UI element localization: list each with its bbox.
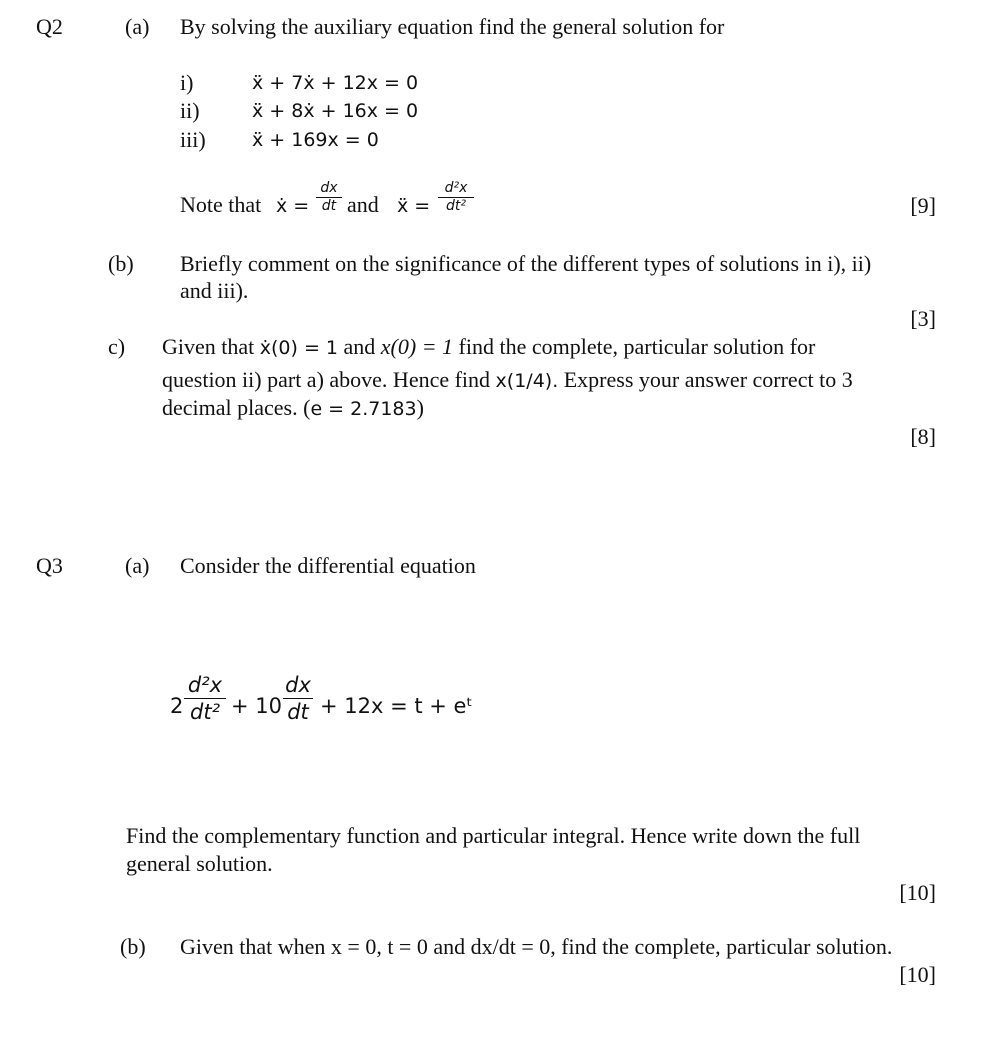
q3a-marks: [10] [899, 880, 936, 905]
q2c-line2-math: x(1/4). [495, 370, 559, 392]
q3a-line2: general solution. [126, 851, 273, 876]
note-xddot: ẍ = [397, 195, 431, 217]
q2c-line1 [162, 334, 815, 361]
q3-eq-frac-d2xdt2 [184, 672, 226, 725]
note-frac-dxdt [316, 180, 342, 215]
q2c-line2-a: question ii) part a) above. Hence find [162, 367, 491, 392]
q2c-line3 [162, 395, 424, 422]
q2a-item-2-num: ii) [180, 98, 200, 123]
q2c-label: c) [108, 334, 126, 359]
q2a-item-3-eq: ẍ + 169x = 0 [252, 129, 379, 151]
q2c-line3-a: decimal places. ( [162, 395, 311, 420]
q2a-item-2-eq: ẍ + 8ẋ + 16x = 0 [252, 100, 419, 122]
q3-eq-frac-dxdt [283, 672, 313, 725]
q3-eq-dx: dx [285, 673, 311, 697]
q2a-marks: [9] [910, 193, 936, 218]
note-xdot: ẋ = [276, 195, 310, 217]
q3-eq-rest: + 12x = t + eᵗ [320, 694, 473, 718]
q2a-prompt: By solving the auxiliary equation find the general solution for [180, 14, 725, 39]
q3b-marks: [10] [899, 962, 936, 987]
q2b-label: (b) [108, 251, 134, 276]
note-frac-d2xdt2 [438, 180, 474, 215]
q2c-line1-b: and [343, 334, 376, 359]
q2b-line2: and iii). [180, 278, 249, 303]
note-prefix: Note that [180, 192, 262, 217]
q3a-prompt: Consider the differential equation [180, 553, 476, 578]
q2c-line1-a: Given that [162, 334, 255, 359]
q3-label: Q3 [36, 553, 63, 578]
q3a-line1: Find the complementary function and particular integral. Hence write down the full [126, 823, 861, 848]
q2a-label: (a) [125, 14, 150, 39]
q2a-item-1-num: i) [180, 70, 194, 95]
q3-eq-coef: 2 [170, 694, 184, 718]
q2c-line2 [162, 367, 853, 394]
q3b-label: (b) [120, 934, 146, 959]
q2-label: Q2 [36, 14, 63, 39]
note-d2x: d²x [444, 180, 468, 196]
q2c-line1-c: find the complete, particular solution for [458, 334, 816, 359]
q2a-item-1-eq: ẍ + 7ẋ + 12x = 0 [252, 72, 419, 94]
q3-eq-d2x: d²x [187, 673, 223, 697]
q2c-line3-math: e = 2.7183 [310, 398, 417, 420]
q2c-line1-math2: x(0) = 1 [380, 334, 454, 359]
note-dt2: dt² [446, 198, 466, 214]
q3b-text: Given that when x = 0, t = 0 and dx/dt = 0, find the complete, particular solution. [180, 934, 893, 959]
note-dx: dx [320, 180, 338, 196]
q2b-line1: Briefly comment on the significance of the different types of solutions in i), ii) [180, 251, 872, 276]
q2c-line1-math: ẋ(0) = 1 [259, 337, 339, 359]
q2c-line3-b: ) [416, 395, 424, 420]
q2c-marks: [8] [910, 424, 936, 449]
q3-eq-dt: dt [287, 700, 309, 724]
q3a-label: (a) [125, 553, 150, 578]
note-dt: dt [321, 198, 337, 214]
q3-eq-plus10: + 10 [231, 694, 282, 718]
q2b-marks: [3] [910, 306, 936, 331]
note-and: and [347, 192, 379, 217]
q3-eq-dt2: dt² [190, 700, 220, 724]
q2a-item-3-num: iii) [180, 127, 206, 152]
q2c-line2-b: Express your answer correct to 3 [563, 367, 853, 392]
